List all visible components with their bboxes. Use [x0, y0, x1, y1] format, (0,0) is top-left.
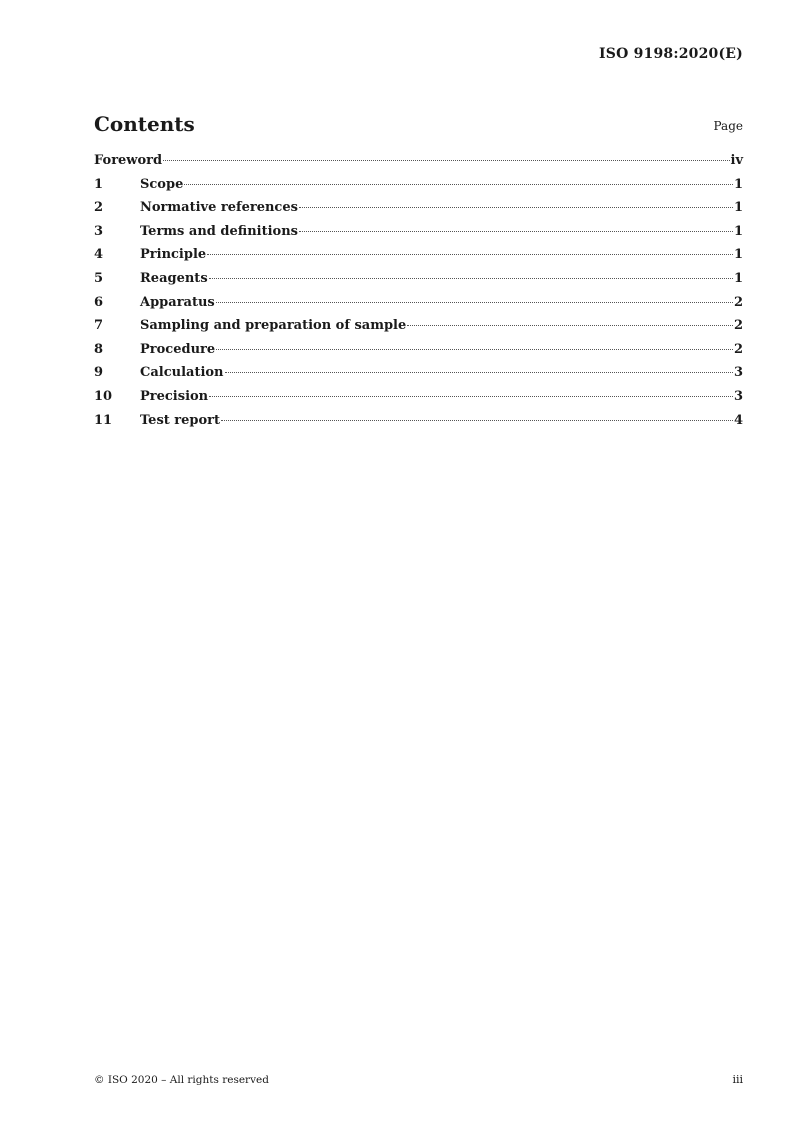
toc-entry-page: 3 [733, 365, 743, 381]
toc-entry-apparatus[interactable] [94, 295, 743, 319]
toc-entry-page: 1 [733, 270, 743, 286]
toc-entry-title: Apparatus [140, 294, 215, 310]
toc-leader-dots [225, 372, 733, 373]
toc-entry-number: 11 [94, 412, 113, 428]
toc-entry-title: Normative references [140, 200, 298, 216]
toc-entry-foreword[interactable] [94, 153, 743, 177]
toc-entry-number: 5 [94, 270, 104, 286]
toc-entry-title: Sampling and preparation of sample [140, 318, 407, 334]
toc-entry-page: iv [730, 153, 743, 168]
toc-entry-title: Calculation [140, 365, 224, 381]
toc-leader-dots [216, 349, 733, 350]
toc-leader-dots [299, 231, 733, 232]
toc-entry-title: Test report [140, 412, 221, 428]
toc-entry-number: 8 [94, 341, 104, 357]
toc-entry-page: 4 [733, 412, 743, 428]
toc-entry-number: 2 [94, 200, 104, 216]
copyright-notice: © ISO 2020 – All rights reserved [94, 1074, 269, 1086]
toc-entry-title: Precision [140, 388, 209, 404]
toc-leader-dots [299, 207, 733, 208]
toc-entry-page: 1 [733, 176, 743, 192]
toc-leader-dots [209, 278, 733, 279]
toc-entry-title: Scope [140, 176, 184, 192]
toc-entry-test-report[interactable] [94, 413, 743, 437]
toc-entry-title: Principle [140, 247, 207, 263]
toc-leader-dots [216, 302, 733, 303]
toc-leader-dots [221, 420, 733, 421]
toc-entry-page: 1 [733, 200, 743, 216]
toc-leader-dots [407, 325, 733, 326]
toc-entry-calculation[interactable] [94, 365, 743, 389]
toc-entry-page: 3 [733, 388, 743, 404]
page-number: iii [732, 1073, 743, 1086]
toc-entry-principle[interactable] [94, 247, 743, 271]
page-column-label: Page [713, 119, 743, 133]
toc-entry-scope[interactable] [94, 177, 743, 201]
toc-entry-number: 9 [94, 365, 104, 381]
toc-entry-number: 1 [94, 176, 104, 192]
toc-entry-precision[interactable] [94, 389, 743, 413]
toc-entry-number: 6 [94, 294, 104, 310]
toc-leader-dots [163, 160, 729, 161]
page-title: Contents [94, 112, 195, 136]
toc-entry-page: 1 [733, 247, 743, 263]
toc-entry-number: 4 [94, 247, 104, 263]
toc-leader-dots [209, 396, 733, 397]
toc-entry-number: 3 [94, 223, 104, 239]
toc-entry-sampling[interactable] [94, 318, 743, 342]
toc-entry-reagents[interactable] [94, 271, 743, 295]
toc-entry-terms-and-definitions[interactable] [94, 224, 743, 248]
toc-entry-title: Reagents [140, 270, 208, 286]
toc-entry-title: Foreword [94, 153, 163, 168]
document-code: ISO 9198:2020(E) [599, 46, 743, 62]
toc-entry-normative-references[interactable] [94, 200, 743, 224]
toc-leader-dots [207, 254, 733, 255]
toc-entry-procedure[interactable] [94, 342, 743, 366]
toc-entry-number: 7 [94, 318, 104, 334]
toc-entry-page: 1 [733, 223, 743, 239]
contents-header [94, 112, 743, 138]
toc-entry-title: Procedure [140, 341, 216, 357]
toc-entry-page: 2 [733, 341, 743, 357]
toc-entry-number: 10 [94, 388, 113, 404]
table-of-contents [94, 153, 743, 436]
toc-entry-title: Terms and definitions [140, 223, 298, 239]
toc-leader-dots [184, 184, 733, 185]
toc-entry-page: 2 [733, 318, 743, 334]
toc-entry-page: 2 [733, 294, 743, 310]
